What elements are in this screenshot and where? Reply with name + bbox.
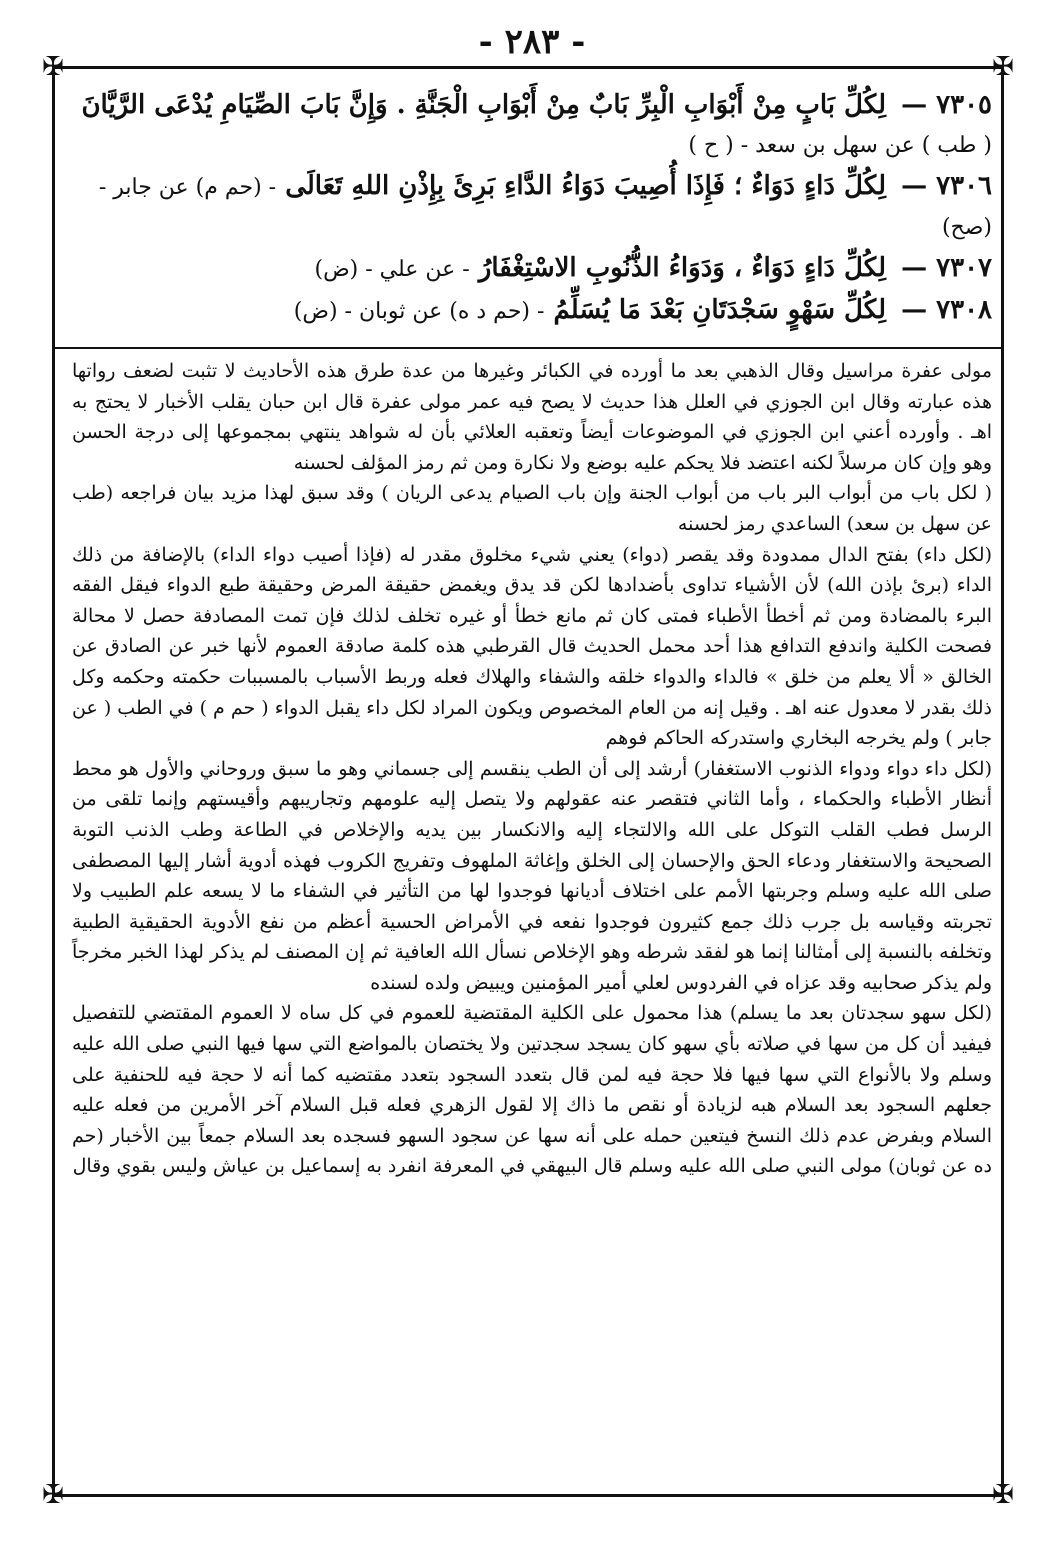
hadith-number: ٧٣٠٨ — bbox=[901, 295, 992, 325]
frame-right-border bbox=[1001, 66, 1004, 1497]
hadith-number: ٧٣٠٧ — bbox=[901, 253, 992, 283]
hadith-entry bbox=[72, 86, 992, 165]
hadith-reference: ( طب ) عن سهل بن سعد - ( ح ) bbox=[688, 133, 992, 158]
corner-ornament-icon: ✠ bbox=[42, 1480, 64, 1510]
frame-bottom-border bbox=[52, 1494, 1004, 1497]
hadith-text: لِكُلِّ دَاءٍ دَوَاءٌ ؛ فَإِذَا أُصِيبَ دَوَاءُ الدَّاءِ بَرِئَ بِإِذْنِ اللهِ تَعَالَى bbox=[285, 171, 887, 201]
commentary-paragraph: مولى عفرة مراسيل وقال الذهبي بعد ما أورده في الكبائر وغيرها من عدة طرق هذه الأحاديث لا تثبت لضعف رواتها هذه عبارته وقال ابن الجوزي في العلل هذا حديث لا يصح فيه عمر مولى عفرة قال ابن حبان يقلب الأخبار لا يحتج به اهـ . وأورده أعني ابن الجوزي في الموضوعات أيضاً وتعقبه العلائي بأن له شواهد ينتهي بمجموعها إلى درجة الحسن وهو وإن كان مرسلاً لكنه اعتضد فلا يحكم عليه بوضع ولا نكارة ومن ثم رمز المؤلف لحسنه bbox=[72, 360, 992, 474]
corner-ornament-icon: ✠ bbox=[42, 52, 64, 82]
hadith-number: ٧٣٠٦ — bbox=[901, 171, 992, 201]
corner-ornament-icon: ✠ bbox=[992, 52, 1014, 82]
hadith-entry bbox=[72, 291, 992, 331]
commentary-paragraph: (لكل داء) بفتح الدال ممدودة وقد يقصر (دواء) يعني شيء مخلوق مقدر له (فإذا أصيب دواء الداء) بالإضافة من ذلك الداء (برئ بإذن الله) لأن الأشياء تداوى بأضدادها لكن قد يدق ويغمض حقيقة المرض وحقيقة طبع الدواء فيقل الفقه البرء بالمضادة ومن ثم أخطأ الأطباء فمتى كان ثم مانع خطأ أو غيره تخلف لذلك فإن تمت المصادفة حصل لا محالة فصحت الكلية واندفع التدافع هذا أحد محمل الحديث قال القرطبي هذه كلمة صادقة العموم لأنها خبر عن الصادق عن الخالق « ألا يعلم من خلق » فالداء والدواء خلقه والشفاء والهلاك فعله وربط الأسباب بالمسببات حكمته وحكمه وكل ذلك بقدر لا معدول عنه اهـ . وقيل إنه من العام المخصوص ويكون المراد لكل داء يقبل الدواء ( حم م ) في الطب ( عن جابر ) ولم يخرجه البخاري واستدركه الحاكم فوهم bbox=[72, 543, 992, 750]
hadith-number: ٧٣٠٥ — bbox=[901, 90, 992, 120]
hadith-entry bbox=[72, 249, 992, 289]
frame-left-border bbox=[52, 66, 55, 1497]
commentary-paragraph: (لكل داء دواء ودواء الذنوب الاستغفار) أرشد إلى أن الطب ينقسم إلى جسماني وهو ما سبق وروحاني والأول هو محط أنظار الأطباء والحكماء ، وأما الثاني فتقصر عنه عقولهم ولا يتصل إليه علومهم وتجاريبهم وأقيستهم وإنما تلقى من الرسل فطب القلب التوكل على الله والالتجاء إليه والانكسار بين يديه والإخلاص في الطاعة وطب الذنب التوبة الصحيحة والاستغفار ودعاء الحق والإحسان إلى الخلق وإغاثة الملهوف وتفريج الكروب فهذه أدوية أشار إليها المصطفى صلى الله عليه وسلم وجربتها الأمم على اختلاف أديانها فوجدوا لها من التأثير في الشفاء ما لا يسعه علم الطبيب ولا تجربته وقياسه بل جرب ذلك جمع كثيرون فوجدوا نفعه في الأمراض الحسية أعظم من نفع الأدوية الحقيقية الطبية وتخلفه بالنسبة إلى أمثالنا إنما هو لفقد شرطه وهو الإخلاص نسأل الله العافية ثم إن المصنف لم يذكر لهذا الخبر مخرجاً ولم يذكر صحابيه وقد عزاه في الفردوس لعلي أمير المؤمنين ويبيض ولده لسنده bbox=[72, 757, 992, 994]
hadith-text: لِكُلِّ دَاءٍ دَوَاءٌ ، وَدَوَاءُ الذُّنُوبِ الاسْتِغْفَارُ bbox=[478, 253, 887, 283]
hadith-reference: - (حم م) عن جابر - (صح) bbox=[98, 175, 992, 240]
frame-divider bbox=[52, 347, 1004, 349]
hadith-reference: - عن علي - (ض) bbox=[314, 257, 470, 282]
commentary-paragraph: ( لكل باب من أبواب البر باب من أبواب الجنة وإن باب الصيام يدعى الريان ) وقد سبق لهذا مزيد بيان فراجعه (طب عن سهل بن سعد) الساعدي رمز لحسنه bbox=[72, 482, 992, 535]
hadith-text: لِكُلِّ سَهْوٍ سَجْدَتَانِ بَعْدَ مَا يُسَلِّمُ bbox=[553, 295, 887, 325]
hadith-reference: - (حم د ه) عن ثوبان - (ض) bbox=[293, 299, 545, 324]
commentary-section bbox=[72, 356, 992, 1182]
hadith-list bbox=[72, 86, 992, 333]
frame-top-border bbox=[52, 66, 1004, 69]
page-number: - ٢٨٣ - bbox=[478, 22, 586, 62]
hadith-text: لِكُلِّ بَابٍ مِنْ أَبْوَابِ الْبِرِّ بَابٌ مِنْ أَبْوَابِ الْجَنَّةِ . وَإِنَّ بَابَ الصِّيَامِ يُدْعَى الرَّيَّانَ bbox=[81, 90, 887, 120]
corner-ornament-icon: ✠ bbox=[992, 1480, 1014, 1510]
commentary-paragraph: (لكل سهو سجدتان بعد ما يسلم) هذا محمول على الكلية المقتضية للعموم في كل ساه لا العموم المقتضي للتفصيل فيفيد أن كل من سها في صلاته بأي سهو كان يسجد سجدتين ولا يختصان بالمواضع التي سها فيها النبي صلى الله عليه وسلم ولا بالأنواع التي سها فيها فلا حجة فيه لمن قال بتعدد السجود بتعدد مقتضيه كما أنه لا حجة فيه للحنفية على جعلهم السجود بعد السلام هبه لزيادة أو نقص ما ذاك إلا لقول الزهري فعله قبل السلام آخر الأمرين من فعله عليه السلام وبفرض عدم ذلك النسخ فيتعين حمله على أنه سها عن سجود السهو فسجده بعد السلام جمعاً بين الأخبار (حم ده عن ثوبان) مولى النبي صلى الله عليه وسلم قال البيهقي في المعرفة انفرد به إسماعيل بن عياش وليس بقوي وقال bbox=[72, 1002, 992, 1178]
hadith-entry bbox=[72, 167, 992, 247]
